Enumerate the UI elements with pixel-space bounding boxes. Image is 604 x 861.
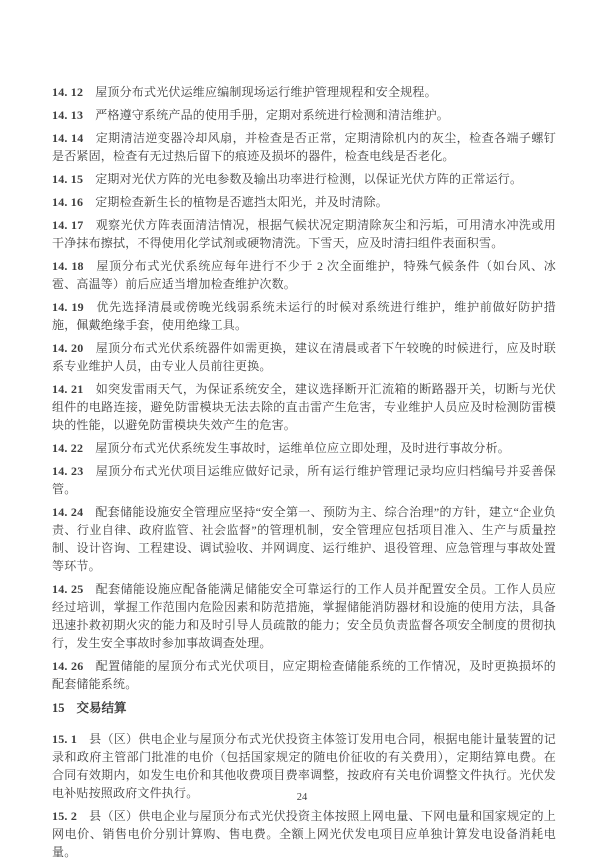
clause-14-23 bbox=[52, 462, 556, 498]
clause-14-22 bbox=[52, 439, 556, 457]
clause-number: 14. 12 bbox=[52, 85, 84, 99]
clause-text: 屋顶分布式光伏系统发生事故时，运维单位应立即处理，及时进行事故分析。 bbox=[95, 441, 511, 455]
section-title: 交易结算 bbox=[76, 701, 127, 715]
clause-14-13 bbox=[52, 106, 556, 124]
clause-14-21 bbox=[52, 380, 556, 434]
section-number: 15 bbox=[52, 701, 65, 715]
clause-number: 15. 1 bbox=[52, 732, 78, 746]
clause-14-15 bbox=[52, 170, 556, 188]
clause-number: 14. 20 bbox=[52, 341, 84, 355]
clause-number: 14. 18 bbox=[52, 259, 84, 273]
clause-number: 14. 17 bbox=[52, 218, 84, 232]
clause-text: 观察光伏方阵表面清洁情况，根据气候状况定期清除灰尘和污垢，可用清水冲洗或用干净抹布擦拭，不得使用化学试剂或硬物清洗。下雪天，应及时清扫组件表面积雪。 bbox=[52, 218, 556, 250]
page-number: 24 bbox=[296, 792, 308, 803]
clause-14-17 bbox=[52, 216, 556, 252]
clause-number: 14. 15 bbox=[52, 172, 84, 186]
clause-14-18 bbox=[52, 257, 556, 293]
clause-14-16 bbox=[52, 193, 556, 211]
clause-number: 14. 26 bbox=[52, 659, 84, 673]
clause-14-19 bbox=[52, 298, 556, 334]
clause-text: 定期对光伏方阵的光电参数及输出功率进行检测，以保证光伏方阵的正常运行。 bbox=[95, 172, 523, 186]
clause-text: 优先选择清晨或傍晚光线弱系统未运行的时候对系统进行维护，维护前做好防护措施，佩戴绝缘手套，使用绝缘工具。 bbox=[52, 300, 556, 332]
clause-15-2 bbox=[52, 807, 556, 861]
clause-number: 14. 21 bbox=[52, 382, 84, 396]
clause-number: 14. 24 bbox=[52, 505, 84, 519]
clause-14-26 bbox=[52, 657, 556, 693]
clause-number: 15. 2 bbox=[52, 809, 78, 823]
clause-text: 屋顶分布式光伏运维应编制现场运行维护管理规程和安全规程。 bbox=[95, 85, 437, 99]
clause-text: 配置储能的屋顶分布式光伏项目，应定期检查储能系统的工作情况，及时更换损坏的配套储能系统。 bbox=[52, 659, 556, 691]
clause-14-25 bbox=[52, 580, 556, 652]
clause-number: 14. 16 bbox=[52, 195, 84, 209]
clause-text: 如突发雷雨天气，为保证系统安全，建议选择断开汇流箱的断路器开关，切断与光伏组件的电路连接，避免防雷模块无法去除的直击雷产生危害，专业维护人员应及时检测防雷模块的性能，以避免防雷模块失效产生的危害。 bbox=[52, 382, 556, 432]
clause-14-24 bbox=[52, 503, 556, 575]
clause-text: 配套储能设施安全管理应坚持“安全第一、预防为主、综合治理”的方针，建立“企业负责、行业自律、政府监管、社会监督”的管理机制，安全管理应包括项目准入、生产与质量控制、设计咨询、工程建设、调试验收、并网调度、运行维护、退役管理、应急管理与事故处置等环节。 bbox=[52, 505, 556, 573]
clause-text: 屋顶分布式光伏系统应每年进行不少于 2 次全面维护，特殊气候条件（如台风、冰雹、高温等）前后应适当增加检查维护次数。 bbox=[52, 259, 556, 291]
clause-number: 14. 14 bbox=[52, 131, 84, 145]
clause-text: 严格遵守系统产品的使用手册，定期对系统进行检测和清洁维护。 bbox=[95, 108, 450, 122]
clause-number: 14. 19 bbox=[52, 300, 84, 314]
clause-14-14 bbox=[52, 129, 556, 165]
clause-text: 县（区）供电企业与屋顶分布式光伏投资主体签订发用电合同，根据电能计量装置的记录和政府主管部门批准的电价（包括国家规定的随电价征收的有关费用），定期结算电费。在合同有效期内，如发生电价和其他收费项目费率调整，按政府有关电价调整文件执行。光伏发电补贴按照政府文件执行。 bbox=[52, 732, 557, 800]
clause-14-20 bbox=[52, 339, 556, 375]
clause-14-12 bbox=[52, 83, 556, 101]
clause-number: 14. 13 bbox=[52, 108, 84, 122]
clause-number: 14. 23 bbox=[52, 464, 84, 478]
clause-text: 配套储能设施应配备能满足储能安全可靠运行的工作人员并配置安全员。工作人员应经过培训，掌握工作范围内危险因素和防范措施，掌握储能消防器材和设施的使用方法，具备迅速扑救初期火灾的能力和及时引导人员疏散的能力；安全员负责监督各项安全制度的贯彻执行，发生安全事故时参加事故调查处理。 bbox=[52, 582, 556, 650]
clause-text: 县（区）供电企业与屋顶分布式光伏投资主体按照上网电量、下网电量和国家规定的上网电价、销售电价分别计算购、售电费。全额上网光伏发电项目应单独计算发电设备消耗电量。 bbox=[52, 809, 557, 859]
clause-number: 14. 22 bbox=[52, 441, 84, 455]
clause-text: 定期清洁逆变器冷却风扇，并检查是否正常，定期清除机内的灰尘，检查各端子螺钉是否紧固，检查有无过热后留下的痕迹及损坏的器件，检查电线是否老化。 bbox=[52, 131, 556, 163]
clause-text: 屋顶分布式光伏项目运维应做好记录，所有运行维护管理记录均应归档编号并妥善保管。 bbox=[52, 464, 556, 496]
clause-number: 14. 25 bbox=[52, 582, 84, 596]
section-heading-15 bbox=[52, 699, 556, 717]
clause-text: 定期检查新生长的植物是否遮挡太阳光，并及时清除。 bbox=[95, 195, 389, 209]
clause-text: 屋顶分布式光伏系统器件如需更换，建议在清晨或者下午较晚的时候进行，应及时联系专业维护人员，由专业人员前往更换。 bbox=[52, 341, 556, 373]
